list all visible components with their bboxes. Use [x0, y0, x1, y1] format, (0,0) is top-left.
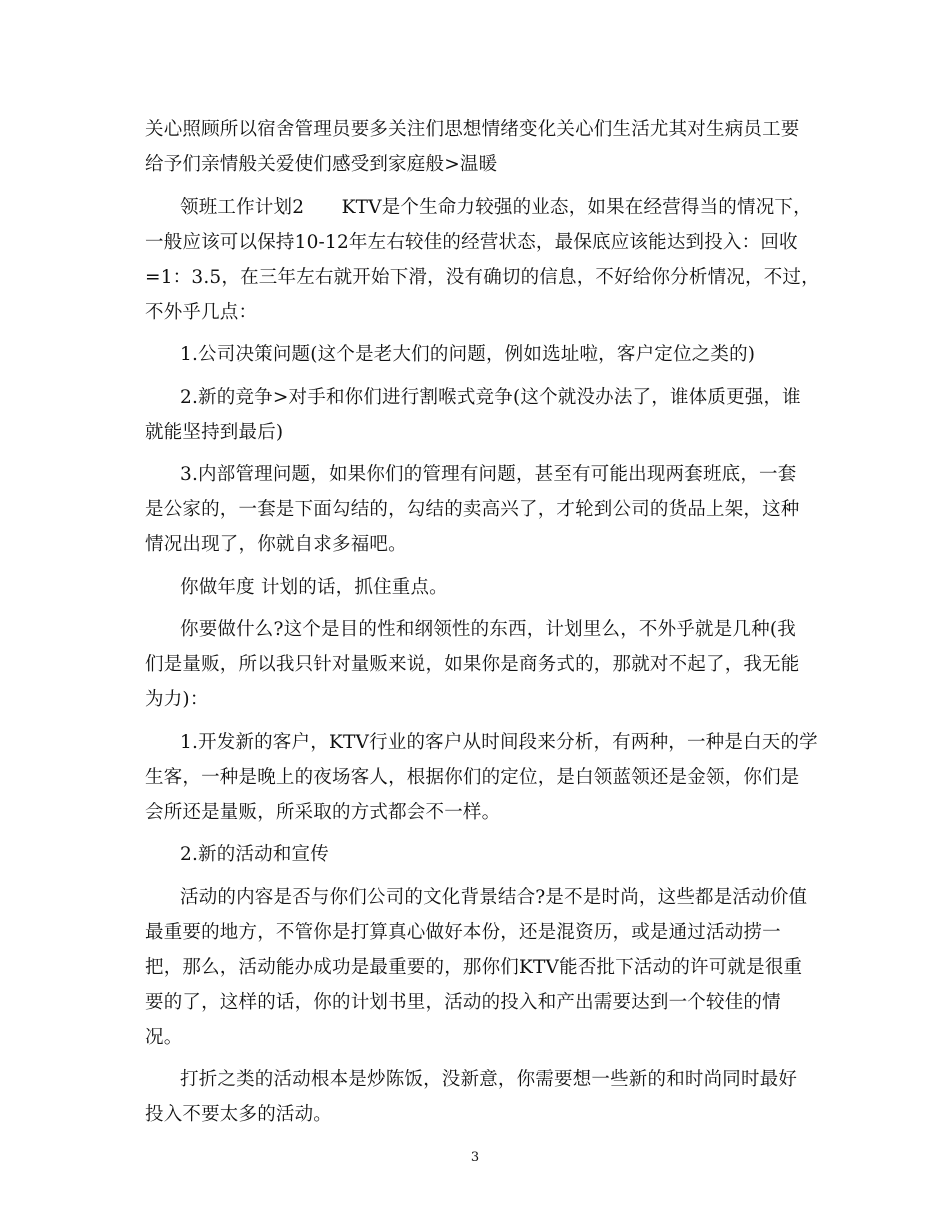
text-line: 活动的内容是否与你们公司的文化背景结合?是不是时尚，这些都是活动价值: [180, 887, 808, 908]
text-line: 况。: [145, 1027, 183, 1048]
text-line: 你做年度 计划的话，抓住重点。: [180, 577, 448, 598]
text-line: 2.新的活动和宣传: [180, 844, 329, 865]
text-line: 1.公司决策问题(这个是老大们的问题，例如选址啦，客户定位之类的): [180, 344, 756, 365]
text-line: 3.内部管理问题，如果你们的管理有问题，甚至有可能出现两套班底，一套: [180, 464, 797, 485]
text-line: 就能坚持到最后): [145, 422, 284, 443]
text-line: 关心照顾所以宿舍管理员要多关注们思想情绪变化关心们生活尤其对生病员工要: [145, 119, 800, 140]
text-line: 领班工作计划2 KTV是个生命力较强的业态，如果在经营得当的情况下，: [180, 197, 812, 218]
text-line: 最重要的地方，不管你是打算真心做好本份，还是混资历，或是通过活动捞一: [145, 922, 781, 943]
text-line: 打折之类的活动根本是炒陈饭，没新意，你需要想一些新的和时尚同时最好: [180, 1069, 798, 1090]
text-line: 一般应该可以保持10-12年左右较佳的经营状态，最保底应该能达到投入：回收: [145, 232, 798, 253]
text-line: 2.新的竞争>对手和你们进行割喉式竞争(这个就没办法了，谁体质更强，谁: [180, 387, 801, 408]
text-line: 们是量贩，所以我只针对量贩来说，如果你是商务式的，那就对不起了，我无能: [145, 654, 800, 675]
text-line: 会所还是量贩，所采取的方式都会不一样。: [145, 802, 501, 823]
page-number: 3: [470, 1150, 480, 1165]
text-line: 是公家的，一套是下面勾结的，勾结的卖高兴了，才轮到公司的货品上架，这种: [145, 499, 800, 520]
text-line: 生客，一种是晚上的夜场客人，根据你们的定位，是白领蓝领还是金领，你们是: [145, 767, 800, 788]
text-line: 给予们亲情般关爱使们感受到家庭般>温暖: [145, 154, 498, 175]
text-line: =1：3.5，在三年左右就开始下滑，没有确切的信息，不好给你分析情况，不过，: [145, 267, 820, 288]
text-line: 投入不要太多的活动。: [145, 1104, 333, 1125]
text-line: 1.开发新的客户，KTV行业的客户从时间段来分析，有两种，一种是白天的学: [180, 732, 818, 753]
text-line: 情况出现了，你就自求多福吧。: [145, 534, 407, 555]
text-line: 不外乎几点：: [145, 302, 258, 323]
text-line: 把，那么，活动能办成功是最重要的，那你们KTV能否批下活动的许可就是很重: [145, 957, 803, 978]
text-line: 为力)：: [145, 689, 209, 710]
text-line: 要的了，这样的话，你的计划书里，活动的投入和产出需要达到一个较佳的情: [145, 992, 781, 1013]
text-line: 你要做什么?这个是目的性和纲领性的东西，计划里么，不外乎就是几种(我: [180, 619, 796, 640]
